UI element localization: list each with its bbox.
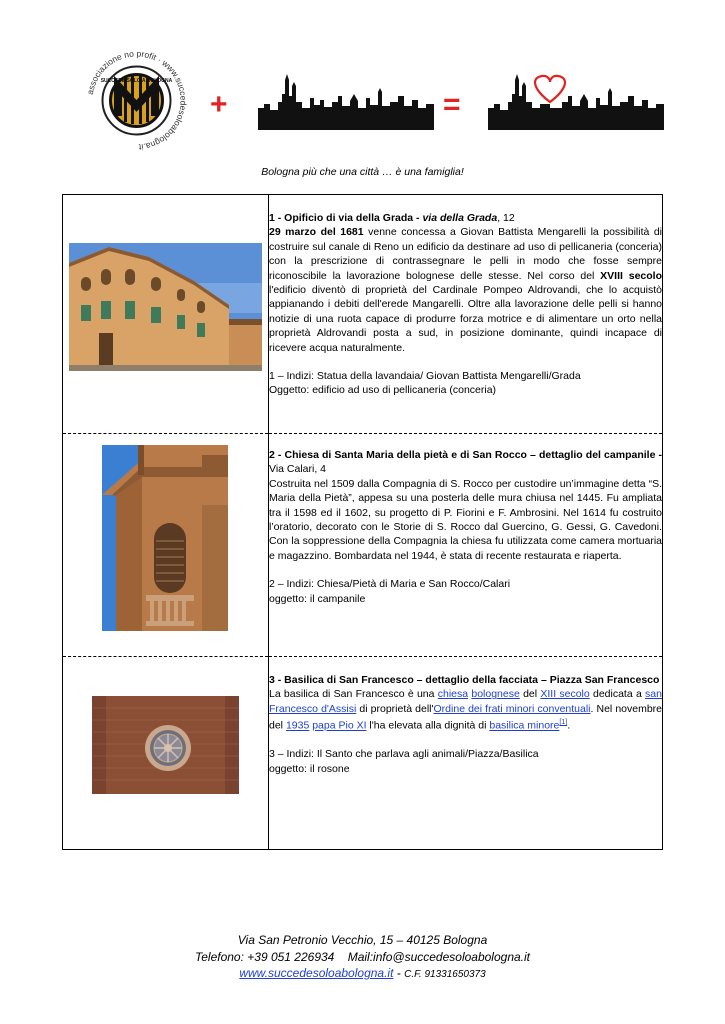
text-sep: . <box>567 719 571 732</box>
equals-sign: = <box>443 88 461 121</box>
footer-phone: Telefono: +39 051 226934 <box>195 950 335 964</box>
itinerary-table <box>62 194 663 850</box>
link-papa-pio-xi[interactable]: papa Pio XI <box>312 719 367 732</box>
campanile-photo <box>102 445 228 631</box>
footer-contacts <box>0 950 725 964</box>
link-san-francesco[interactable]: san Francesco d'Assisi <box>269 688 662 715</box>
table-row <box>63 434 663 657</box>
plus-sign: + <box>210 88 228 121</box>
description-cell <box>269 195 663 434</box>
entry-body: Costruita nel 1509 dalla Compagnia di S. Rocco per custodire un’immagine detta “S. Maria della Pietà”, appesa su una posterla delle mura chiusa nel 1445. Fu ampliata tra il 1598 ed il 1602, su progetto di P. Fiorini e F. Ambrosini. Nel 1614 fu costruito l’oratorio, decorato con le Storie di S. Rocco dal Guercino, G. Gessi, G. Cavedoni. Con la soppressione della Compagnia la chiesa fu utilizzata come camera mortuaria e magazzino. Bombardata nel 1944, è stata di recente restaurata e riaperta. <box>269 477 662 562</box>
entry-object: Oggetto: edificio ad uso di pellicaneria (conceria) <box>269 384 497 397</box>
entry-title: 2 - Chiesa di Santa Maria della pietà e di San Rocco – dettaglio del campanile - <box>269 449 662 461</box>
description-cell <box>269 657 663 850</box>
text-sep: . Nel novembre del <box>269 702 663 732</box>
entry-object: oggetto: il rosone <box>269 762 350 775</box>
link-ordine-frati[interactable]: Ordine dei frati minori conventuali <box>433 702 591 715</box>
tagline: Bologna più che una città … è una famiglia! <box>261 166 464 178</box>
link-xiii-secolo[interactable]: XIII secolo <box>540 688 590 701</box>
entry-2-text <box>269 448 662 563</box>
link-chiesa[interactable]: chiesa <box>437 688 469 701</box>
footer-web <box>0 966 725 980</box>
website-link[interactable]: www.succedesoloabologna.it <box>239 966 394 980</box>
opificio-photo <box>69 243 262 371</box>
entry-century: XVIII secolo <box>600 269 662 282</box>
description-cell <box>269 434 663 657</box>
link-basilica-minore[interactable]: basilica minore <box>489 719 560 732</box>
text-sep: l'ha elevata alla dignità di <box>366 719 490 732</box>
text-sep: di proprietà dell' <box>356 702 434 715</box>
link-1935[interactable]: 1935 <box>285 719 310 732</box>
rosone-photo <box>92 696 239 794</box>
image-cell <box>63 657 269 850</box>
entry-body: venne concessa a Giovan Battista Mengarelli la possibilità di costruire sul canale di Reno un edificio da destinare ad uso di pellicaneria (conceria) con la prescrizione di contrassegnare le pelli in modo che fosse sempre riconoscibile la lavorazione bolognese delle stesse. Nel corso del <box>269 226 662 282</box>
entry-object: oggetto: il campanile <box>269 592 366 605</box>
bologna-skyline-heart-image <box>488 72 664 130</box>
entry-date: 29 marzo del 1681 <box>269 226 364 239</box>
bologna-skyline-image <box>258 72 434 130</box>
logo-inner-text: SUCCEDE SOLO A BOLOGNA <box>100 78 173 84</box>
entry-civic: , 12 <box>497 212 515 224</box>
entry-street: via della Grada <box>422 212 498 224</box>
footer-address: Via San Petronio Vecchio, 15 – 40125 Bologna <box>237 933 488 947</box>
table-row <box>63 657 663 850</box>
entry-body-cont: l'edificio diventò di proprietà del Cardinale Pompeo Aldrovandi, che lo acquistò appianando i debiti dell'erede Mangarelli. Oltre alla lavorazione delle pelli si hanno notizie di una ruota capace di produrre forza motrice e di alimentare un orto nella proprietà Aldrovandi posta a sud, in posizione dominante, quindi incapace di ricevere acqua naturalmente. <box>269 284 662 354</box>
entry-1-text <box>269 211 662 355</box>
image-cell <box>63 195 269 434</box>
entry-title: 3 - Basilica di San Francesco – dettaglio della facciata – Piazza San Francesco <box>269 674 660 686</box>
link-bolognese[interactable]: bolognese <box>471 688 520 701</box>
entry-clues: 3 – Indizi: Il Santo che parlava agli animali/Piazza/Basilica <box>269 748 539 761</box>
image-cell <box>63 434 269 657</box>
footer-sep: - <box>393 966 405 980</box>
entry-clues: 2 – Indizi: Chiesa/Pietà di Maria e San Rocco/Calari <box>269 578 511 591</box>
heart-icon <box>535 76 565 102</box>
logo-ring-text: associazione no profit · www.succedesoloabologna.it <box>84 48 189 153</box>
letterhead <box>0 0 725 190</box>
entry-body: La basilica di San Francesco è una <box>269 688 438 701</box>
footnote-link[interactable]: [1] <box>559 719 568 727</box>
text-sep: del <box>519 688 541 701</box>
text-sep: dedicata a <box>589 688 646 701</box>
footer-mail: Mail:info@succedesoloabologna.it <box>347 950 530 964</box>
table-row <box>63 195 663 434</box>
association-logo <box>84 48 189 153</box>
entry-title: 1 - Opificio di via della Grada - <box>269 212 423 224</box>
entry-3-text <box>269 673 662 733</box>
footer-cf: C.F. 91331650373 <box>404 969 486 980</box>
entry-clues: 1 – Indizi: Statua della lavandaia/ Giovan Battista Mengarelli/Grada <box>269 370 581 383</box>
entry-address: Via Calari, 4 <box>269 463 327 476</box>
